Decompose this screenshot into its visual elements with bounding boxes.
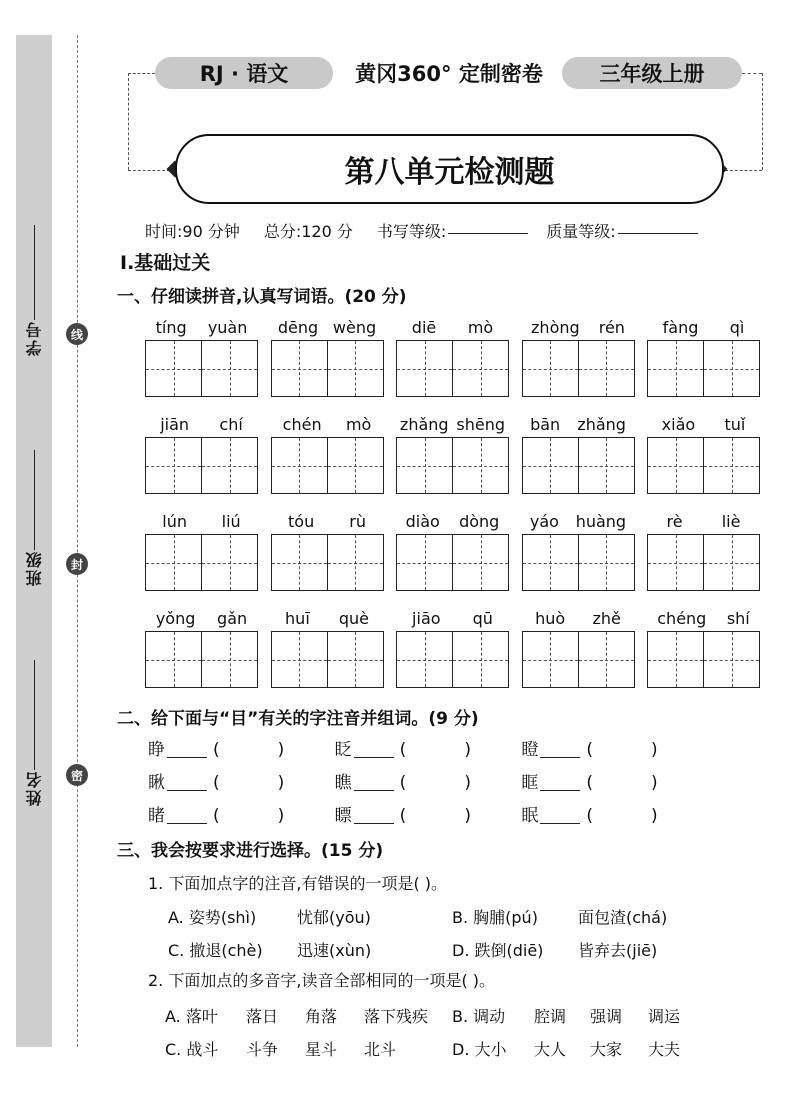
pinyin-syllable: yáo: [529, 512, 559, 531]
writing-cells: [647, 534, 760, 591]
paren-open: (: [586, 806, 593, 826]
pinyin-labels: [145, 318, 258, 340]
word-item: [396, 512, 509, 591]
writing-cells: [145, 534, 258, 591]
word-item: [522, 609, 635, 688]
word-item: [522, 318, 635, 397]
writing-cells: [271, 631, 384, 688]
writing-cell[interactable]: [579, 341, 634, 396]
class-label: 班级: [24, 550, 44, 586]
pinyin-syllable: dēng: [277, 318, 319, 337]
writing-cell[interactable]: [523, 438, 579, 493]
pinyin-syllable: diē: [411, 318, 437, 337]
pinyin-syllable: huàng: [575, 512, 627, 531]
pinyin-labels: [647, 415, 760, 437]
question-1-option[interactable]: 面包渣(chá): [578, 908, 668, 927]
writing-cell[interactable]: [146, 438, 202, 493]
eye-item: [148, 801, 335, 826]
pinyin-labels: [396, 415, 509, 437]
question-2: 2. 下面加点的多音字,读音全部相同的一项是( )。: [148, 971, 496, 990]
eye-char: 眶: [521, 773, 539, 793]
word-item: [647, 318, 760, 397]
eye-row: [148, 801, 708, 826]
writing-cell[interactable]: [453, 438, 508, 493]
pinyin-blank[interactable]: [354, 743, 394, 758]
pinyin-labels: [522, 318, 635, 340]
question-2-option[interactable]: 星斗: [305, 1040, 338, 1059]
paren-open: (: [586, 773, 593, 793]
pinyin-labels: [271, 318, 384, 340]
writing-cell[interactable]: [579, 632, 634, 687]
pinyin-syllable: zhǎng: [399, 415, 449, 434]
pinyin-row: [145, 318, 760, 397]
pinyin-blank[interactable]: [167, 743, 207, 758]
writing-cell[interactable]: [328, 535, 383, 590]
pinyin-syllable: fàng: [662, 318, 699, 337]
paren-open: (: [213, 773, 220, 793]
writing-cell[interactable]: [202, 438, 257, 493]
pinyin-row: [145, 512, 760, 591]
pinyin-blank[interactable]: [354, 776, 394, 791]
word-item: [271, 415, 384, 494]
pinyin-labels: [145, 512, 258, 534]
pinyin-syllable: què: [338, 609, 369, 628]
pinyin-labels: [522, 415, 635, 437]
word-item: [522, 415, 635, 494]
writing-cell[interactable]: [397, 632, 453, 687]
pinyin-syllable: yuàn: [207, 318, 248, 337]
pinyin-syllable: gǎn: [217, 609, 248, 628]
writing-cell[interactable]: [202, 341, 257, 396]
writing-cell[interactable]: [328, 632, 383, 687]
writing-cell[interactable]: [579, 438, 634, 493]
writing-cells: [271, 437, 384, 494]
pinyin-labels: [396, 609, 509, 631]
question-1-option[interactable]: D. 跌倒(diē): [452, 941, 544, 960]
writing-cell[interactable]: [272, 632, 328, 687]
pinyin-labels: [522, 609, 635, 631]
pinyin-syllable: jiāo: [412, 609, 441, 628]
writing-cell[interactable]: [397, 535, 453, 590]
question-2-option[interactable]: B. 调动: [452, 1007, 506, 1026]
pinyin-syllable: huò: [535, 609, 566, 628]
pinyin-labels: [647, 318, 760, 340]
question-2-option[interactable]: 大人: [534, 1040, 567, 1059]
question-1-option[interactable]: C. 撤退(chè): [168, 941, 263, 960]
writing-cell[interactable]: [397, 341, 453, 396]
pinyin-blank[interactable]: [540, 809, 580, 824]
pinyin-syllable: shí: [726, 609, 750, 628]
writing-cells: [522, 340, 635, 397]
question-2-option[interactable]: 角落: [305, 1007, 338, 1026]
eye-item: [148, 735, 335, 760]
pinyin-syllable: shēng: [456, 415, 506, 434]
writing-cell[interactable]: [648, 632, 704, 687]
student-id-field[interactable]: [16, 225, 52, 356]
pinyin-blank[interactable]: [167, 776, 207, 791]
pinyin-syllable: tóu: [288, 512, 315, 531]
writing-cell[interactable]: [453, 535, 508, 590]
word-item: [271, 318, 384, 397]
writing-cell[interactable]: [397, 438, 453, 493]
writing-cells: [145, 437, 258, 494]
pinyin-labels: [271, 609, 384, 631]
pinyin-blank[interactable]: [167, 809, 207, 824]
writing-cell[interactable]: [328, 341, 383, 396]
pinyin-syllable: qū: [472, 609, 493, 628]
writing-cells: [271, 534, 384, 591]
pinyin-labels: [271, 512, 384, 534]
writing-grade-label: 书写等级:: [376, 222, 447, 241]
pinyin-syllable: huī: [285, 609, 310, 628]
pinyin-syllable: tuǐ: [724, 415, 746, 434]
question-1: 1. 下面加点字的注音,有错误的一项是( )。: [148, 874, 448, 893]
pinyin-labels: [145, 415, 258, 437]
question-2-option[interactable]: 大家: [590, 1040, 623, 1059]
writing-cell[interactable]: [648, 438, 704, 493]
question-2-option[interactable]: C. 战斗: [165, 1040, 219, 1059]
question-2-option[interactable]: 腔调: [534, 1007, 567, 1026]
pinyin-syllable: rù: [349, 512, 366, 531]
section-2-heading: 二、给下面与“目”有关的字注音并组词。(9 分): [117, 709, 479, 729]
pinyin-syllable: chí: [219, 415, 243, 434]
word-item: [396, 415, 509, 494]
paren-close: ): [650, 806, 658, 826]
writing-cell[interactable]: [453, 341, 508, 396]
pinyin-syllable: xiǎo: [661, 415, 696, 434]
writing-cell[interactable]: [704, 535, 759, 590]
pinyin-syllable: zhǎng: [577, 415, 626, 434]
class-field[interactable]: [16, 450, 52, 586]
eye-char: 瞅: [148, 773, 165, 793]
paren-open: (: [213, 806, 220, 826]
pinyin-syllable: dòng: [459, 512, 500, 531]
frame-line: [128, 73, 129, 170]
word-item: [396, 609, 509, 688]
frame-line: [128, 73, 155, 74]
question-2-option[interactable]: A. 落叶: [165, 1007, 218, 1026]
writing-cell[interactable]: [579, 535, 634, 590]
writing-grade-blank[interactable]: [448, 219, 528, 234]
writing-cell[interactable]: [272, 535, 328, 590]
pinyin-syllable: bān: [530, 415, 561, 434]
pinyin-syllable: qì: [729, 318, 745, 337]
eye-item: [521, 768, 708, 793]
pinyin-labels: [145, 609, 258, 631]
writing-cells: [396, 631, 509, 688]
frame-line: [725, 170, 762, 171]
writing-cells: [647, 340, 760, 397]
pinyin-syllable: liè: [721, 512, 741, 531]
pinyin-syllable: jiān: [160, 415, 190, 434]
paren-close: ): [650, 773, 658, 793]
eye-char: 眨: [334, 740, 352, 760]
pinyin-blank[interactable]: [540, 743, 580, 758]
quality-grade-label: 质量等级:: [546, 222, 616, 241]
word-item: [647, 512, 760, 591]
eye-item: [521, 735, 708, 760]
writing-cells: [647, 437, 760, 494]
pinyin-row: [145, 609, 760, 688]
pinyin-syllable: chéng: [657, 609, 707, 628]
seal-mi: 密: [66, 764, 88, 786]
paren-open: (: [213, 740, 220, 760]
writing-cell[interactable]: [272, 438, 328, 493]
eye-row: [148, 735, 708, 760]
eye-item: [335, 768, 522, 793]
question-2-option[interactable]: 北斗: [364, 1040, 397, 1059]
pinyin-syllable: lún: [162, 512, 188, 531]
question-2-option[interactable]: 斗争: [246, 1040, 279, 1059]
eye-row: [148, 768, 708, 793]
grade-badge: 三年级上册: [562, 57, 742, 89]
eye-char: 睁: [148, 740, 165, 760]
name-label: 姓名: [24, 770, 44, 806]
paren-close: ): [277, 773, 285, 793]
question-1-option[interactable]: 皆弃去(jiē): [578, 941, 658, 960]
cut-line: [77, 35, 78, 1047]
question-2-option[interactable]: 强调: [590, 1007, 623, 1026]
section-1-heading: 一、仔细读拼音,认真写词语。(20 分): [117, 287, 407, 307]
pinyin-syllable: chén: [282, 415, 322, 434]
pinyin-syllable: mò: [345, 415, 372, 434]
pinyin-blank[interactable]: [354, 809, 394, 824]
question-2-option[interactable]: D. 大小: [452, 1040, 507, 1059]
pinyin-syllable: tíng: [155, 318, 187, 337]
eye-item: [335, 801, 522, 826]
writing-cells: [271, 340, 384, 397]
writing-cell[interactable]: [704, 632, 759, 687]
question-1-option[interactable]: 迅速(xùn): [297, 941, 372, 960]
word-item: [145, 512, 258, 591]
total-score: 总分:120 分: [263, 222, 353, 241]
word-item: [145, 318, 258, 397]
section-3-heading: 三、我会按要求进行选择。(15 分): [117, 841, 384, 861]
pinyin-blank[interactable]: [540, 776, 580, 791]
writing-cell[interactable]: [704, 438, 759, 493]
pinyin-labels: [647, 609, 760, 631]
writing-cells: [145, 340, 258, 397]
writing-cell[interactable]: [648, 341, 704, 396]
writing-cells: [145, 631, 258, 688]
pinyin-syllable: wèng: [332, 318, 377, 337]
pinyin-syllable: rén: [598, 318, 625, 337]
question-1-option[interactable]: B. 胸脯(pú): [452, 908, 538, 927]
pinyin-syllable: mò: [467, 318, 494, 337]
writing-cells: [396, 437, 509, 494]
paren-close: ): [464, 806, 471, 826]
pinyin-labels: [271, 415, 384, 437]
eye-char: 瞪: [521, 740, 539, 760]
pinyin-labels: [396, 512, 509, 534]
word-item: [647, 415, 760, 494]
word-item: [647, 609, 760, 688]
question-2-option[interactable]: 落日: [246, 1007, 279, 1026]
writing-cells: [396, 340, 509, 397]
paren-close: ): [277, 806, 285, 826]
page-title: 第八单元检测题: [175, 134, 724, 204]
frame-line: [128, 170, 170, 171]
question-2-option[interactable]: 落下残疾: [364, 1007, 429, 1026]
pinyin-syllable: liú: [221, 512, 241, 531]
pinyin-syllable: diào: [405, 512, 440, 531]
eye-item: [335, 735, 522, 760]
writing-cells: [647, 631, 760, 688]
pinyin-row: [145, 415, 760, 494]
part-heading: Ⅰ.基础过关: [120, 252, 211, 274]
writing-cell[interactable]: [523, 535, 579, 590]
eye-item: [521, 801, 708, 826]
writing-cell[interactable]: [146, 341, 202, 396]
time-limit: 时间:90 分钟: [145, 222, 240, 241]
word-item: [145, 609, 258, 688]
brand-title: 黄冈360° 定制密卷: [355, 62, 543, 86]
student-id-label: 学号: [24, 320, 44, 356]
writing-cell[interactable]: [648, 535, 704, 590]
eye-char: 睹: [148, 806, 165, 826]
eye-item: [148, 768, 335, 793]
pinyin-syllable: rè: [666, 512, 683, 531]
writing-cells: [522, 631, 635, 688]
word-item: [396, 318, 509, 397]
pinyin-syllable: zhòng: [531, 318, 580, 337]
quality-grade-blank[interactable]: [618, 219, 698, 234]
eye-char: 眠: [521, 806, 539, 826]
writing-cells: [396, 534, 509, 591]
question-2-option[interactable]: 调运: [648, 1007, 681, 1026]
paren-close: ): [277, 740, 285, 760]
seal-xian: 线: [66, 323, 88, 345]
question-1-option[interactable]: 忧郁(yōu): [297, 908, 371, 927]
frame-line: [742, 73, 762, 74]
word-item: [145, 415, 258, 494]
pinyin-syllable: zhě: [592, 609, 621, 628]
writing-cell[interactable]: [202, 632, 257, 687]
paren-close: ): [650, 740, 658, 760]
writing-cell[interactable]: [146, 535, 202, 590]
word-item: [271, 512, 384, 591]
writing-cell[interactable]: [146, 632, 202, 687]
word-item: [522, 512, 635, 591]
pinyin-labels: [396, 318, 509, 340]
writing-cell[interactable]: [272, 341, 328, 396]
name-field[interactable]: [16, 660, 52, 806]
seal-feng: 封: [66, 553, 88, 575]
paren-close: ): [464, 740, 471, 760]
word-item: [271, 609, 384, 688]
paren-open: (: [586, 740, 593, 760]
writing-cells: [522, 534, 635, 591]
pinyin-labels: [647, 512, 760, 534]
writing-cell[interactable]: [453, 632, 508, 687]
writing-cell[interactable]: [523, 341, 579, 396]
paren-open: (: [399, 773, 407, 793]
question-2-option[interactable]: 大夫: [648, 1040, 681, 1059]
writing-cell[interactable]: [328, 438, 383, 493]
paren-close: ): [464, 773, 471, 793]
eye-char: 瞧: [334, 773, 352, 793]
writing-cell[interactable]: [202, 535, 257, 590]
writing-cells: [522, 437, 635, 494]
writing-cell[interactable]: [704, 341, 759, 396]
paren-open: (: [399, 806, 407, 826]
paren-open: (: [399, 740, 407, 760]
pinyin-labels: [522, 512, 635, 534]
frame-line: [762, 73, 763, 170]
question-1-option[interactable]: A. 姿势(shì): [168, 908, 257, 927]
writing-cell[interactable]: [523, 632, 579, 687]
exam-meta: [145, 219, 716, 242]
eye-char: 瞟: [334, 806, 352, 826]
pinyin-syllable: yǒng: [155, 609, 196, 628]
subject-badge: RJ · 语文: [155, 57, 333, 89]
